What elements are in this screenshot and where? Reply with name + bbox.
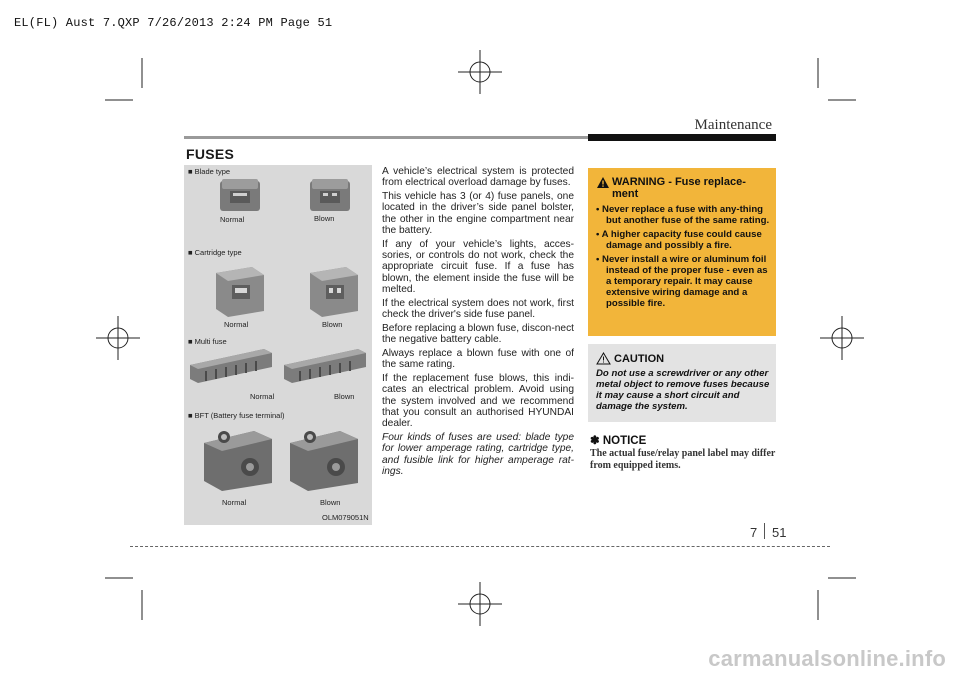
caution-text: Do not use a screwdriver or any other metal object to remove fuses because it may cause a short circuit and damage the system. — [596, 368, 770, 412]
bft-normal-image — [198, 423, 278, 493]
paragraph: Before replacing a blown fuse, discon-nect the negative battery cable. — [382, 322, 574, 346]
blade-fuse-blown-image — [306, 177, 356, 219]
warning-item: • Never replace a fuse with any-thing but another fuse of the same rating. — [596, 204, 770, 226]
paragraph: If the replacement fuse blows, this indi-cates an electrical problem. Avoid using the system involved and we recommend that you consult an authorised HYUNDAI dealer. — [382, 373, 574, 430]
paragraph: Always replace a blown fuse with one of the same rating. — [382, 347, 574, 371]
caution-title: CAUTION — [614, 353, 665, 365]
caution-triangle-icon — [596, 352, 611, 365]
section-title: Maintenance — [694, 117, 772, 133]
multi-blown-caption: Blown — [334, 392, 355, 401]
fuses-body-text — [382, 166, 574, 480]
page-number-divider — [764, 523, 765, 539]
warning-item: • Never install a wire or aluminum foil instead of the proper fuse - even as a temporary repair. It may cause extensive wiring damage and a possible fire. — [596, 254, 768, 309]
figure-bullet-multi: ■ Multi fuse — [188, 337, 227, 346]
warning-box — [588, 168, 776, 336]
notice-heading: ✽ NOTICE — [590, 435, 647, 447]
warning-list — [594, 204, 770, 312]
chapter-number: 7 — [750, 525, 758, 540]
cartridge-blown-caption: Blown — [322, 320, 343, 329]
figure-bullet-bft: ■ BFT (Battery fuse terminal) — [188, 411, 285, 420]
notice-text: The actual fuse/relay panel label may differ from equipped items. — [590, 448, 776, 471]
blade-blown-caption: Blown — [314, 214, 335, 223]
watermark: carmanualsonline.info — [708, 646, 946, 671]
cartridge-fuse-normal-image — [210, 261, 270, 319]
cartridge-fuse-blown-image — [304, 261, 364, 319]
page-title: FUSES — [186, 146, 235, 162]
multi-fuse-normal-image — [186, 343, 276, 389]
figure-code: OLM079051N — [322, 513, 369, 522]
registration-target-right — [820, 316, 864, 360]
header-rule — [184, 136, 588, 139]
footer-dashed-rule — [130, 546, 830, 547]
bft-blown-caption: Blown — [320, 498, 341, 507]
warning-title: WARNING - Fuse replace-ment — [612, 176, 746, 200]
fuse-kinds-note: Four kinds of fuses are used: blade type for lower amperage rating, cartridge type, and fusible link for higher amperage rat-ings. — [382, 432, 574, 477]
bft-normal-caption: Normal — [222, 498, 247, 507]
figure-bullet-blade: ■ Blade type — [188, 167, 231, 176]
multi-normal-caption: Normal — [250, 392, 275, 401]
multi-fuse-blown-image — [280, 343, 370, 389]
paragraph: If any of your vehicle’s lights, acces-sories, or controls do not work, check the appropriate circuit fuse. If a fuse has blown, the element inside the fuse will be melted. — [382, 238, 574, 295]
header-rule-accent — [588, 134, 776, 141]
paragraph: A vehicle’s electrical system is protected from electrical overload damage by fuses. — [382, 166, 574, 189]
cartridge-normal-caption: Normal — [224, 320, 249, 329]
blade-fuse-normal-image — [216, 177, 266, 219]
fuse-types-figure — [184, 165, 372, 525]
figure-bullet-cartridge: ■ Cartridge type — [188, 248, 242, 257]
paragraph: If the electrical system does not work, first check the driver's side fuse panel. — [382, 297, 574, 321]
blade-normal-caption: Normal — [220, 215, 245, 224]
page-number: 51 — [772, 525, 787, 540]
paragraph: This vehicle has 3 (or 4) fuse panels, one located in the driver’s side panel bolster, the other in the engine compartment near the battery. — [382, 191, 574, 236]
registration-target-top — [458, 50, 502, 94]
warning-triangle-icon — [596, 176, 610, 189]
print-slug: EL(FL) Aust 7.QXP 7/26/2013 2:24 PM Page 51 — [14, 16, 333, 30]
registration-target-bottom — [458, 582, 502, 626]
registration-target-left — [96, 316, 140, 360]
caution-box — [588, 344, 776, 422]
bft-blown-image — [284, 423, 364, 493]
warning-item: • A higher capacity fuse could cause damage and possibly a fire. — [596, 229, 762, 251]
